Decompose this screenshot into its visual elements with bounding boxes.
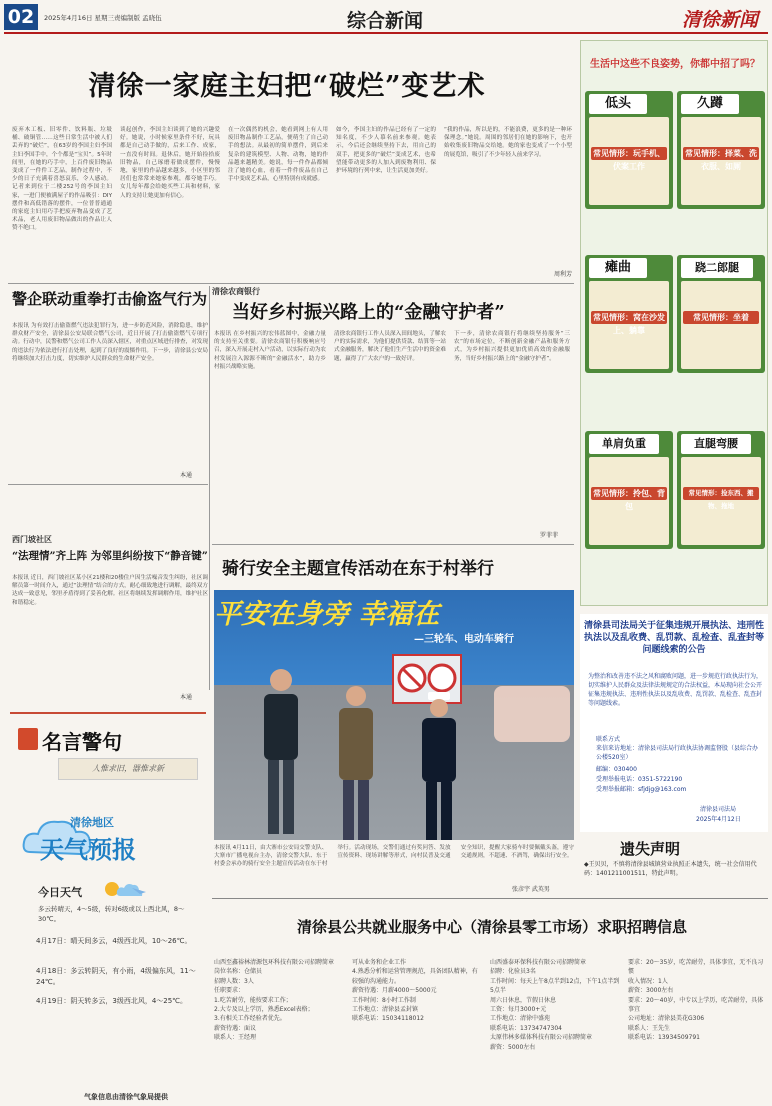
notice-title: 清徐县司法局关于征集违规开展执法、违刑性执法以及乱收费、乱罚款、乱检查、乱查封等问题线索的公告 bbox=[584, 621, 765, 655]
lost-box bbox=[580, 838, 768, 888]
lost-body: ◆王贝贝，不慎将清徐县城镇营业执照正本遗失，统一社会信用代码：1401211001511，特此声明。 bbox=[584, 861, 757, 877]
motto-box bbox=[10, 712, 206, 798]
divider-vertical-left bbox=[209, 286, 210, 690]
today-desc: 多云转晴天，4～5级，转对6级或以上西北风，8～30℃。 bbox=[38, 905, 185, 923]
section-name: 综合新闻 bbox=[346, 10, 423, 32]
poster-slouch bbox=[585, 255, 673, 373]
community-kicker: 西门坡社区 bbox=[12, 535, 52, 544]
divider-main bbox=[8, 283, 574, 284]
poster-header: 生活中这些不良姿势，你都中招了吗？ bbox=[590, 59, 760, 70]
notice-contact: 联系方式 bbox=[596, 736, 621, 743]
forecast-day-3: 4月19日：阴天转多云，3级西北风，4～25℃。 bbox=[36, 997, 188, 1005]
poster-bend bbox=[677, 431, 765, 549]
poster-squat bbox=[677, 91, 765, 209]
lost-title: 遗失声明 bbox=[620, 840, 681, 858]
poster-crossleg bbox=[677, 255, 765, 373]
masthead-logo: 清徐新闻 bbox=[682, 9, 759, 31]
person-officer bbox=[418, 692, 460, 840]
poster-title: 单肩负重 bbox=[589, 434, 659, 454]
notice-org: 清徐县司法局 bbox=[700, 806, 737, 813]
weather-footer: 气象信息由清徐气象局提供 bbox=[84, 1093, 168, 1101]
event-banner: 平安在身旁 幸福在 bbox=[214, 599, 440, 630]
community-byline: 本通 bbox=[180, 694, 193, 701]
notice-box bbox=[580, 614, 768, 832]
today-label: 今日天气 bbox=[38, 886, 82, 899]
forecast-day-2: 4月18日：多云转阴天，有小雨，4级偏东风，11～24℃。 bbox=[36, 967, 196, 986]
person-left bbox=[258, 664, 304, 840]
poster-title: 跷二郎腿 bbox=[681, 258, 753, 278]
motto-quote: 人惟求旧，器惟求新 bbox=[58, 758, 198, 780]
poster-title: 瘫曲 bbox=[589, 258, 647, 278]
poster-banner: 常见情形：坐着 bbox=[683, 311, 759, 324]
weather-region: 清徐地区 bbox=[70, 816, 114, 829]
divider-police bbox=[8, 484, 208, 485]
poster-title: 直腿弯腰 bbox=[681, 434, 751, 454]
poster-bg bbox=[681, 281, 761, 369]
sun-cloud-icon bbox=[102, 878, 152, 900]
motto-title: 名言警句 bbox=[42, 730, 122, 754]
poster-head-down bbox=[585, 91, 673, 209]
poster-banner: 常见情形：窝在沙发上、躺靠 bbox=[593, 313, 665, 335]
main-col-1: 废弃木工板、旧零件、饮料瓶、垃圾桶、破铜管……这些日常生活中被人们丢弃的“破烂”，在63岁的李国主妇李国主妇李国手中，个个都是“宝贝”。5年时间里，在她的巧手中，上百件废旧物品变成了一件件工艺品，制作过程中，不少的日子充满着喜怒哀乐，令人感动。记者来到位于二楼252号的李国主妇家，一进门便被满屋子的作品吸引：DIY摆件和高低错落的摆件，一位普普通通的家庭主妇用巧手把废弃物品变成了艺术品，老人用废旧物品做出的作品让人赞不绝口。 bbox=[12, 127, 112, 232]
jobs-col-3: 山西盛泰环保科技有限公司招聘简章 招聘：化验员3名 工作时间：每天上午8点半到12点，下午1点半到5点半 周六日休息，节假日休息 工资：每月3000+元 工作地点：清徐中盛苑 联系电话：13734747304 太原伟林多媒体科技有限公司招聘简章 薪资：5000左右 bbox=[490, 959, 620, 1051]
poster-title: 低头 bbox=[589, 94, 647, 114]
jobs-top-rule bbox=[212, 898, 768, 899]
main-col-3: 在一次偶然的机会，她看到网上有人用废旧物品制作工艺品，便萌生了自己动手的想法。从最初的简单摆件，到后来复杂的建筑模型、人物、动物，她的作品越来越精美。她说，每一件作品都倾注了她的心血，看着一件件废品在自己手中变成艺术品，心里特别有成就感。 bbox=[228, 127, 328, 183]
ride-body: 本报讯 4月11日，由大寨市公安局交警支队、大寨市广播电视台主办，清徐交警大队、东于村委会承办的骑行安全主题宣传活动在东于村举行。活动现场，交警们通过有奖问答、发放宣传资料、现场讲解等形式，向村民普及交通安全知识，提醒大家骑车时要佩戴头盔，遵守交通规则，不超速、不酒驾，确保出行安全。 bbox=[214, 845, 574, 868]
main-col-2: 谈起创作，李国主妇谈到了她的兴趣爱好。她说，小时候家里条件不好，玩具都是自己动手做的，后来工作、成家，一直没有时间。退休后，她开始捡拾废旧物品，自己琢磨着做成摆件，慢慢地，家里的作品越来越多，小区里的邻居们也常常来她家参观，都夸她手巧。女儿每年都会给她买些工具和材料，家人的支持让她更加有信心。 bbox=[120, 127, 220, 199]
bank-col-2: 清徐农商银行工作人员深入田间地头，了解农户的实际需求，为他们提供贷款、结算等一站式金融服务，解决了他们生产生活中的资金难题，赢得了广大农户的一致好评。 bbox=[334, 331, 446, 362]
bank-kicker: 清徐农商银行 bbox=[212, 287, 260, 296]
event-banner-sub: —三轮车、电动车骑行 bbox=[414, 634, 514, 645]
person-center bbox=[334, 682, 378, 840]
notice-email: 受理举报邮箱：sfjdjg@163.com bbox=[596, 786, 687, 793]
jobs-col-2: 可从业务和企业工作 4.熟悉分析和运营管理规范，具备团队精神，有较强的沟通能力。 薪资待遇：月薪4000～5000元 工作时间：8小时工作制 工作地点：清徐县孟封镇 联系电话：15034118012 bbox=[352, 959, 478, 1023]
poster-title: 久蹲 bbox=[681, 94, 739, 114]
poster-banner: 常见情形：捡东西、搬物、拖地 bbox=[683, 487, 759, 500]
event-photo bbox=[214, 590, 574, 840]
main-article-body bbox=[12, 126, 572, 278]
motto-marker bbox=[18, 728, 38, 750]
community-headline: “法理情”齐上阵 为邻里纠纷按下“静音键” bbox=[12, 550, 208, 562]
poster-banner: 常见情形：玩手机、伏案工作 bbox=[593, 149, 665, 171]
weather-title: 天气预报 bbox=[40, 835, 136, 864]
main-byline: 周利芳 bbox=[553, 271, 572, 278]
poster-banner: 常见情形：择菜、洗衣服、如厕 bbox=[685, 149, 757, 171]
header-rule bbox=[4, 32, 768, 34]
issue-date: 2025年4月16日 星期三 bbox=[44, 14, 115, 22]
notice-body: 为整治和改善违不法之风和腐败问题，进一步规范行政执法行为，切实维护人民群众及法律法规规定的合法权益，本局现向社会公开征集违规执法、违刑性执法以及乱收费、乱罚款、乱检查、乱查封等问题线索。 bbox=[588, 673, 762, 707]
main-col-4: 如今，李国主妇的作品已经有了一定的知名度，不少人慕名前来参观。她表示，今后还会继续坚持下去，用自己的双手，把更多的“破烂”变成艺术，也希望能带动更多的人加入到废物利用、保护环境的行列中来，让生活更加美好。 bbox=[336, 127, 436, 175]
poster-panel bbox=[580, 40, 768, 606]
jobs-col-1: 山西至鑫裕林清源包环科技有限公司招聘简章 岗位名称：仓储员 招聘人数：3人 任职要求： 1.吃苦耐劳，能按要求工作； 2.大专及以上学历，熟悉Excel表格； 3.有相关工作经验者优先。 薪资待遇：面议 联系人：王经理 bbox=[214, 959, 335, 1042]
ride-headline: 骑行安全主题宣传活动在东于村举行 bbox=[222, 559, 494, 579]
weather-box bbox=[10, 806, 206, 1104]
police-byline: 本通 bbox=[180, 472, 193, 479]
divider-ride bbox=[212, 544, 574, 545]
bank-headline: 当好乡村振兴路上的“金融守护者” bbox=[232, 302, 505, 323]
bank-col-1: 本报讯 在乡村振兴的宏伟蓝图中，金融力量的支持至关重要。清徐农商银行积极响应号召，深入开展走村入户活动，以实际行动为农村发展注入源源不断的“金融活水”，助力乡村振兴战略实施。 bbox=[214, 331, 326, 370]
police-body: 本报讯 为有效打击偷盗燃气违法犯罪行为，进一步防范风险，消除隐患，维护群众财产安全，清徐县公安局联合燃气公司，近日开展了打击偷盗燃气专项行动。行动中，民警和燃气公司工作人员深入辖区，对重点区域进行排查，对发现的违法行为依法进行打击处理，起到了良好的震慑作用。下一步，清徐县公安局将继续加大打击力度，切实维护人民群众的生命财产安全。 bbox=[12, 323, 208, 362]
tricycle-illustration bbox=[494, 686, 570, 742]
poster-shoulder bbox=[585, 431, 673, 549]
main-headline: 清徐一家庭主妇把“破烂”变艺术 bbox=[88, 71, 486, 102]
ride-byline: 张彦宇 武英男 bbox=[512, 886, 550, 893]
notice-date: 2025年4月12日 bbox=[696, 816, 741, 823]
jobs-col-4: 要求：20～35岁，吃苦耐劳，具体事宜，无不良习惯 收入情况：1人 薪资：3000左右 要求：20～40岁，中专以上学历，吃苦耐劳，具体事宜 公司地址：清徐县美花G306 联系人：王先生 联系电话：13934509791 bbox=[628, 959, 764, 1042]
poster-banner: 常见情形：拎包、背包 bbox=[593, 489, 665, 511]
notice-phone: 受理举报电话：0351-5722190 bbox=[596, 776, 683, 783]
page-number: 02 bbox=[4, 4, 38, 30]
bank-byline: 罗菲菲 bbox=[540, 532, 559, 539]
bank-col-3: 下一步，清徐农商银行将继续坚持服务“三农”的市场定位，不断创新金融产品和服务方式，为乡村振兴提供更加优质高效的金融服务，当好乡村振兴路上的“金融守护者”。 bbox=[454, 331, 570, 362]
jobs-headline: 清徐县公共就业服务中心（清徐县零工市场）求职招聘信息 bbox=[296, 918, 687, 936]
police-headline: 警企联动重拳打击偷盗气行为 bbox=[12, 290, 208, 308]
forecast-day-1: 4月17日：晴天间多云，4级西北风，10～26℃。 bbox=[36, 937, 192, 945]
main-col-5: “我的作品，所以是的，不能浪费，更多的是一种环保理念。”她说。周围的邻居们在她的影响下，也开始收集废旧物品交给她。她的家也变成了一个小型的展览馆，吸引了不少年轻人前来学习。 bbox=[444, 127, 572, 158]
community-body: 本报讯 近日，西门坡社区某小区21楼和20楼住户因生活噪音发生纠纷，社区调解员第一时间介入，通过“法理情”结合的方式，耐心细致地进行调解，最终双方达成一致意见，邻里矛盾得到了妥善化解。社区将继续发挥调解作用，维护社区和谐稳定。 bbox=[12, 575, 208, 606]
notice-address: 来信来访地址：清徐县司法局行政执法协调监督股（县综合办公楼520室） bbox=[596, 745, 759, 761]
notice-postal: 邮编：030400 bbox=[596, 766, 637, 773]
editor-credit: 责编制版 孟晓伍 bbox=[114, 14, 162, 22]
